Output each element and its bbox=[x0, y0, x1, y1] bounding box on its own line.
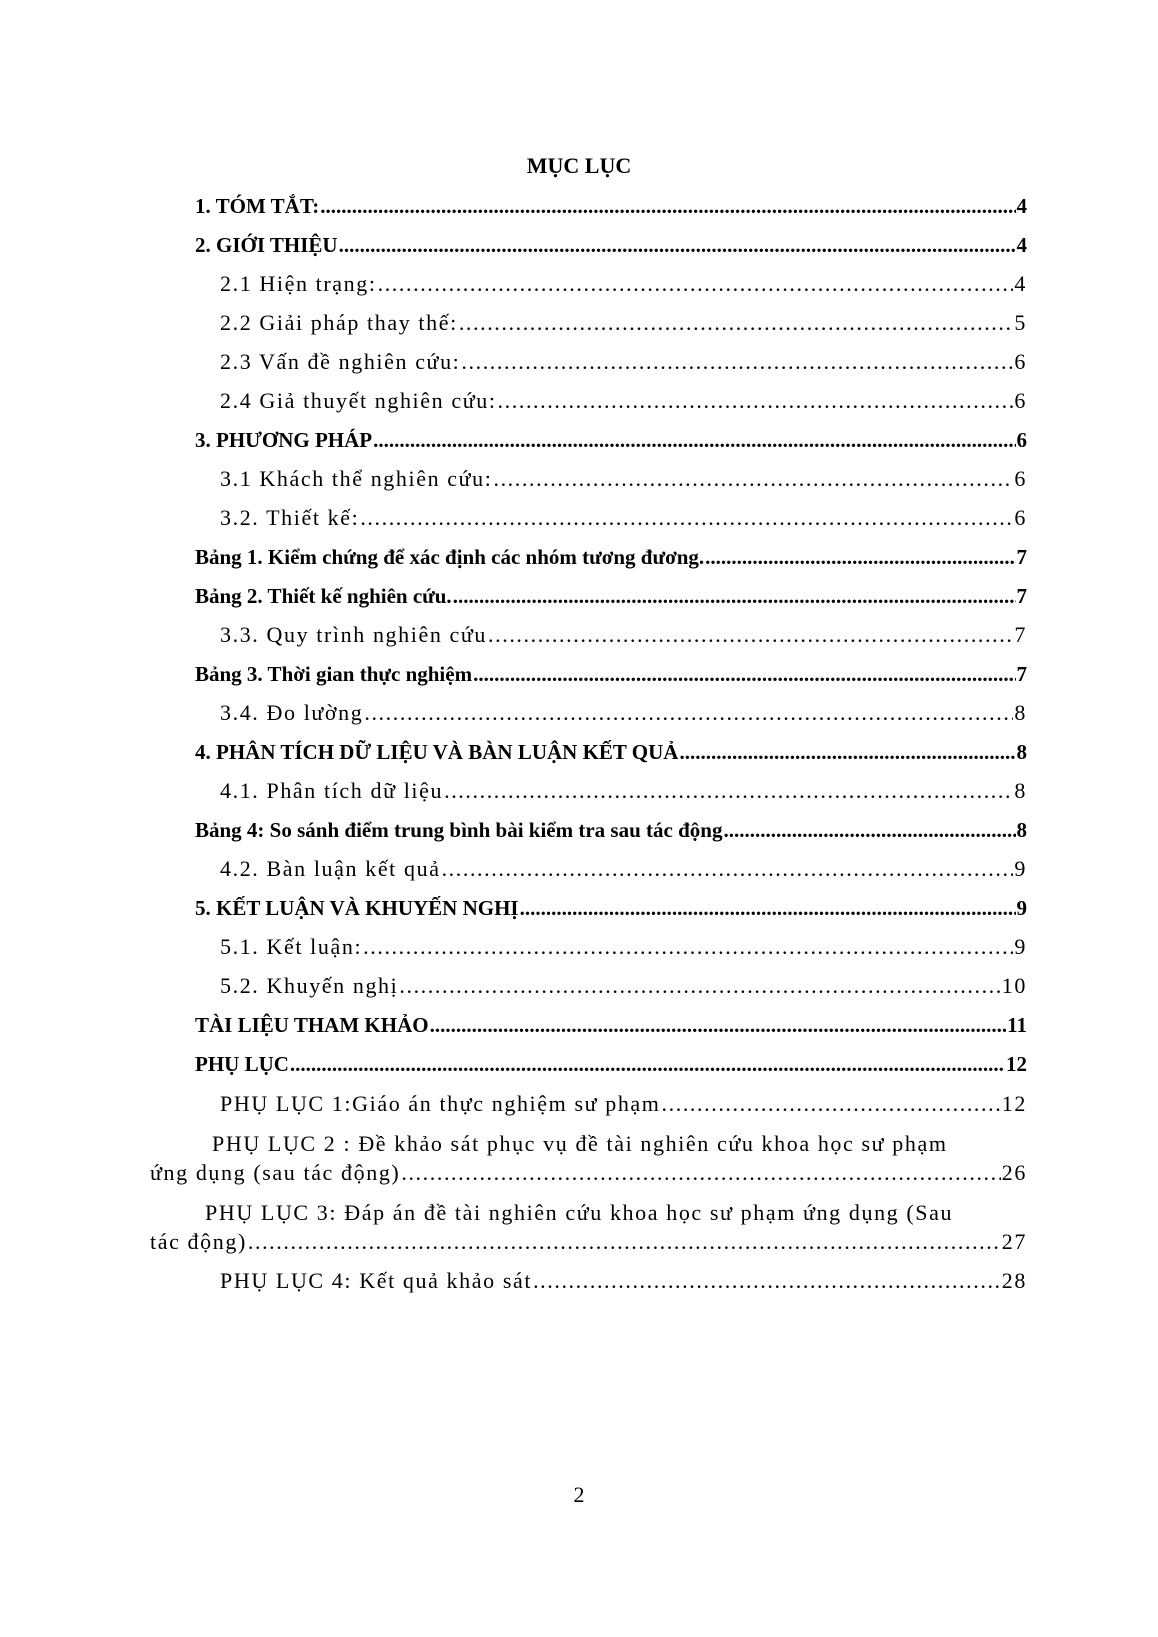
dot-leader bbox=[320, 193, 1015, 219]
dot-leader bbox=[498, 388, 1014, 414]
dot-leader bbox=[473, 661, 1015, 687]
entry-page: 12 bbox=[1006, 1052, 1027, 1076]
toc-entry[interactable] bbox=[220, 778, 1027, 804]
toc-entry[interactable] bbox=[220, 1091, 1027, 1117]
entry-page: 9 bbox=[1014, 856, 1027, 881]
entry-page: 11 bbox=[1007, 1013, 1027, 1037]
dot-leader bbox=[662, 1091, 1001, 1117]
entry-page: 4 bbox=[1016, 233, 1027, 257]
dot-leader bbox=[401, 1160, 1000, 1186]
entry-label: 3.1 Khách thể nghiên cứu: bbox=[220, 466, 493, 491]
entry-page: 4 bbox=[1014, 271, 1027, 296]
toc-entry[interactable] bbox=[220, 700, 1027, 726]
entry-label: 3.3. Quy trình nghiên cứu bbox=[220, 622, 488, 647]
toc-entry[interactable] bbox=[220, 466, 1027, 492]
entry-label: 5. KẾT LUẬN VÀ KHUYẾN NGHỊ bbox=[195, 896, 519, 920]
entry-label: 5.1. Kết luận: bbox=[220, 934, 363, 959]
entry-page: 6 bbox=[1014, 349, 1027, 374]
entry-page: 9 bbox=[1014, 934, 1027, 959]
dot-leader bbox=[360, 505, 1013, 531]
entry-label: tác động) bbox=[150, 1229, 247, 1254]
dot-leader bbox=[679, 739, 1015, 765]
entry-label: PHỤ LỤC 4: Kết quả khảo sát bbox=[220, 1268, 533, 1293]
toc-entry[interactable] bbox=[220, 1268, 1027, 1294]
dot-leader bbox=[723, 817, 1015, 843]
dot-leader bbox=[364, 700, 1013, 726]
entry-label: 4. PHÂN TÍCH DỮ LIỆU VÀ BÀN LUẬN KẾT QUẢ bbox=[195, 740, 679, 764]
entry-page: 27 bbox=[1001, 1229, 1027, 1254]
toc-entry[interactable] bbox=[195, 817, 1027, 843]
entry-label: 5.2. Khuyến nghị bbox=[220, 973, 399, 998]
appendix2-line1[interactable]: PHỤ LỤC 2 : Đề khảo sát phục vụ đề tài nghiên cứu khoa học sư phạm bbox=[212, 1131, 948, 1156]
toc-entry[interactable] bbox=[220, 934, 1027, 960]
dot-leader bbox=[248, 1229, 1001, 1255]
toc-entry[interactable] bbox=[195, 232, 1027, 258]
entry-label: Bảng 3. Thời gian thực nghiệm bbox=[195, 662, 473, 686]
toc-entry[interactable] bbox=[220, 505, 1027, 531]
page-number: 2 bbox=[573, 1482, 585, 1507]
toc-entry[interactable] bbox=[195, 193, 1027, 219]
dot-leader bbox=[461, 349, 1013, 375]
entry-page: 8 bbox=[1016, 740, 1027, 764]
entry-label: PHỤ LỤC bbox=[195, 1052, 289, 1076]
entry-page: 7 bbox=[1016, 545, 1027, 569]
entry-page: 4 bbox=[1016, 194, 1027, 218]
dot-leader bbox=[459, 310, 1014, 336]
toc-title: MỤC LỤC bbox=[526, 153, 632, 178]
toc-entry[interactable] bbox=[195, 427, 1027, 453]
entry-label: ứng dụng (sau tác động) bbox=[150, 1160, 401, 1185]
entry-page: 7 bbox=[1016, 662, 1027, 686]
dot-leader bbox=[705, 544, 1015, 570]
entry-page: 6 bbox=[1014, 388, 1027, 413]
toc-entry[interactable] bbox=[150, 1160, 1027, 1186]
entry-page: 6 bbox=[1014, 505, 1027, 530]
toc-entry[interactable] bbox=[150, 1229, 1027, 1255]
dot-leader bbox=[363, 934, 1013, 960]
entry-page: 8 bbox=[1014, 700, 1027, 725]
entry-page: 6 bbox=[1016, 428, 1027, 452]
entry-page: 26 bbox=[1001, 1160, 1027, 1185]
toc-entry[interactable] bbox=[195, 544, 1027, 570]
entry-label: Bảng 2. Thiết kế nghiên cứu. bbox=[195, 584, 452, 608]
dot-leader bbox=[442, 856, 1014, 882]
entry-label: 2.3 Vấn đề nghiên cứu: bbox=[220, 349, 461, 374]
entry-page: 10 bbox=[1001, 973, 1027, 998]
dot-leader bbox=[533, 1268, 1001, 1294]
dot-leader bbox=[488, 622, 1013, 648]
entry-label: 4.1. Phân tích dữ liệu bbox=[220, 778, 444, 803]
dot-leader bbox=[399, 973, 1000, 999]
entry-page: 8 bbox=[1014, 778, 1027, 803]
entry-page: 7 bbox=[1014, 622, 1027, 647]
entry-page: 12 bbox=[1001, 1091, 1027, 1116]
dot-leader bbox=[378, 271, 1014, 297]
entry-page: 28 bbox=[1001, 1268, 1027, 1293]
toc-entry[interactable] bbox=[195, 583, 1027, 609]
toc-entry[interactable] bbox=[195, 739, 1027, 765]
appendix3-line1[interactable]: PHỤ LỤC 3: Đáp án đề tài nghiên cứu khoa học sư phạm ứng dụng (Sau bbox=[205, 1200, 954, 1225]
toc-entry[interactable] bbox=[220, 271, 1027, 297]
toc-entry[interactable] bbox=[195, 661, 1027, 687]
toc-entry[interactable] bbox=[195, 895, 1027, 921]
dot-leader bbox=[493, 466, 1013, 492]
entry-label: Bảng 1. Kiểm chứng để xác định các nhóm tương đương. bbox=[195, 545, 705, 569]
toc-entry[interactable] bbox=[220, 973, 1027, 999]
toc-entry[interactable] bbox=[220, 388, 1027, 414]
entry-label: 2.4 Giả thuyết nghiên cứu: bbox=[220, 388, 497, 413]
entry-page: 6 bbox=[1014, 466, 1027, 491]
dot-leader bbox=[430, 1012, 1007, 1038]
dot-leader bbox=[339, 232, 1016, 258]
entry-label: PHỤ LỤC 1:Giáo án thực nghiệm sư phạm bbox=[220, 1091, 661, 1116]
entry-label: 3.2. Thiết kế: bbox=[220, 505, 360, 530]
entry-label: 3. PHƯƠNG PHÁP bbox=[195, 428, 373, 452]
entry-label: 4.2. Bàn luận kết quả bbox=[220, 856, 441, 881]
entry-label: 1. TÓM TẮT: bbox=[195, 194, 320, 218]
dot-leader bbox=[520, 895, 1016, 921]
entry-label: Bảng 4: So sánh điểm trung bình bài kiểm tra sau tác động bbox=[195, 818, 723, 842]
dot-leader bbox=[290, 1051, 1005, 1077]
toc-entry[interactable] bbox=[220, 856, 1027, 882]
entry-page: 9 bbox=[1016, 896, 1027, 920]
toc-entry[interactable] bbox=[220, 622, 1027, 648]
dot-leader bbox=[444, 778, 1013, 804]
entry-page: 5 bbox=[1014, 310, 1027, 335]
entry-label: 2.1 Hiện trạng: bbox=[220, 271, 377, 296]
toc-entry[interactable] bbox=[195, 1012, 1027, 1038]
entry-label: TÀI LIỆU THAM KHẢO bbox=[195, 1013, 429, 1037]
entry-page: 8 bbox=[1016, 818, 1027, 842]
entry-label: 3.4. Đo lường bbox=[220, 700, 364, 725]
entry-label: 2.2 Giải pháp thay thế: bbox=[220, 310, 458, 335]
dot-leader bbox=[373, 427, 1015, 453]
entry-label: 2. GIỚI THIỆU bbox=[195, 233, 338, 257]
toc-entry[interactable] bbox=[220, 349, 1027, 375]
entry-page: 7 bbox=[1016, 584, 1027, 608]
toc-entry[interactable] bbox=[220, 310, 1027, 336]
dot-leader bbox=[453, 583, 1016, 609]
toc-entry[interactable] bbox=[195, 1051, 1027, 1077]
